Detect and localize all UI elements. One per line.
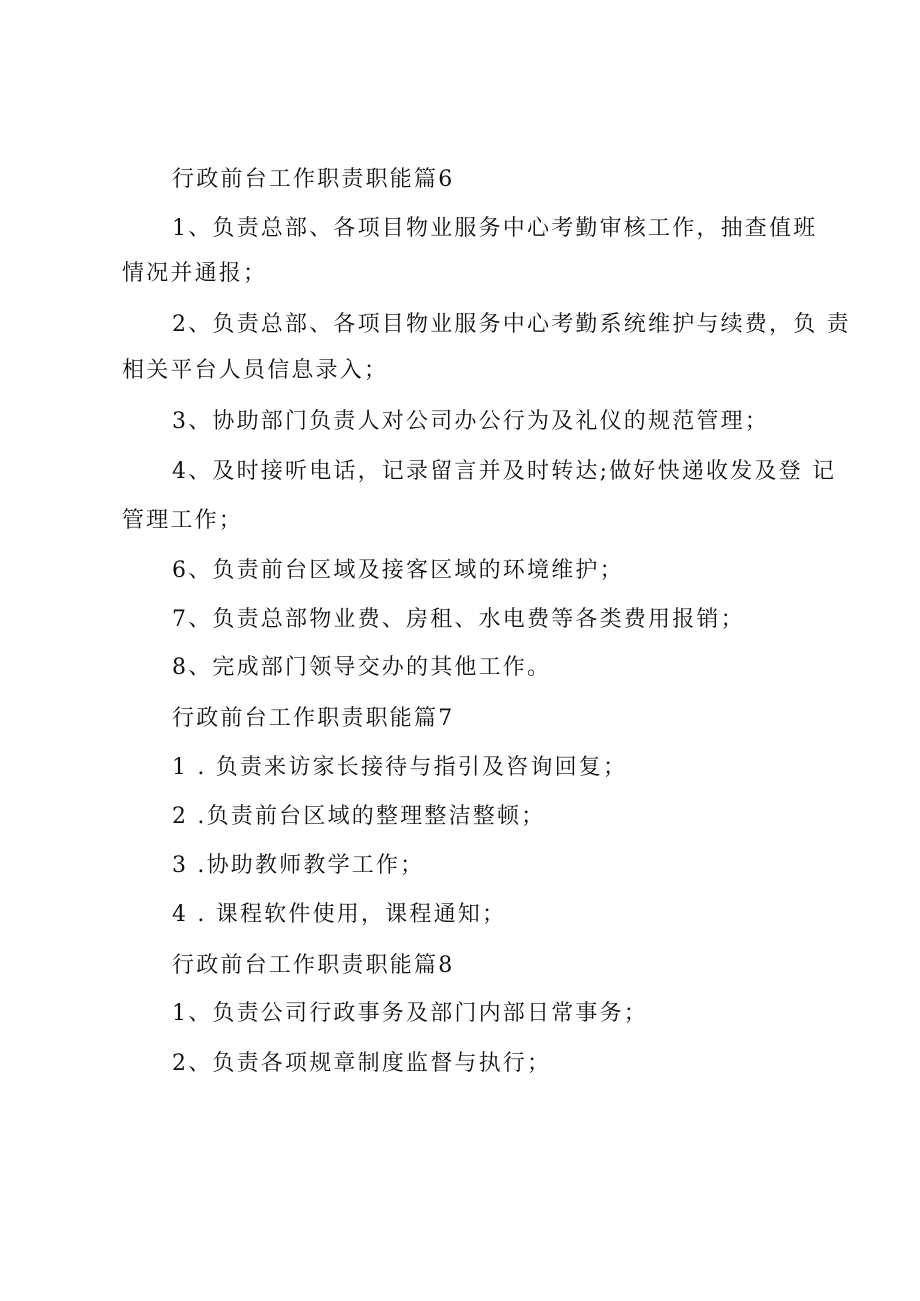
- list-item: 1、负责总部、各项目物业服务中心考勤审核工作，抽查值班: [172, 216, 818, 241]
- list-item: 3、协助部门负责人对公司办公行为及礼仪的规范管理；: [172, 409, 769, 434]
- list-item: 1、负责公司行政事务及部门内部日常事务；: [172, 1001, 648, 1026]
- section-title: 行政前台工作职责职能篇8: [172, 953, 455, 978]
- list-item-continuation: 管理工作；: [122, 508, 244, 533]
- list-item: 4 . 课程软件使用，课程通知；: [172, 902, 507, 927]
- list-item: 8、完成部门领导交办的其他工作。: [172, 655, 552, 680]
- list-item: 4、及时接听电话，记录留言并及时转达;做好快递收发及登 记: [172, 459, 837, 484]
- list-item: 2 .负责前台区域的整理整洁整顿；: [172, 804, 546, 829]
- section-title: 行政前台工作职责职能篇6: [172, 167, 455, 192]
- list-item: 2、负责总部、各项目物业服务中心考勤系统维护与续费，负 责: [172, 312, 851, 337]
- list-item: 3 .协助教师教学工作；: [172, 853, 425, 878]
- list-item-continuation: 相关平台人员信息录入；: [122, 358, 389, 383]
- list-item: 1 . 负责来访家长接待与指引及咨询回复；: [172, 755, 628, 780]
- section-title: 行政前台工作职责职能篇7: [172, 706, 455, 731]
- list-item: 6、负责前台区域及接客区域的环境维护；: [172, 558, 624, 583]
- list-item-continuation: 情况并通报；: [122, 261, 268, 286]
- list-item: 7、负责总部物业费、房租、水电费等各类费用报销；: [172, 607, 745, 632]
- list-item: 2、负责各项规章制度监督与执行；: [172, 1051, 552, 1076]
